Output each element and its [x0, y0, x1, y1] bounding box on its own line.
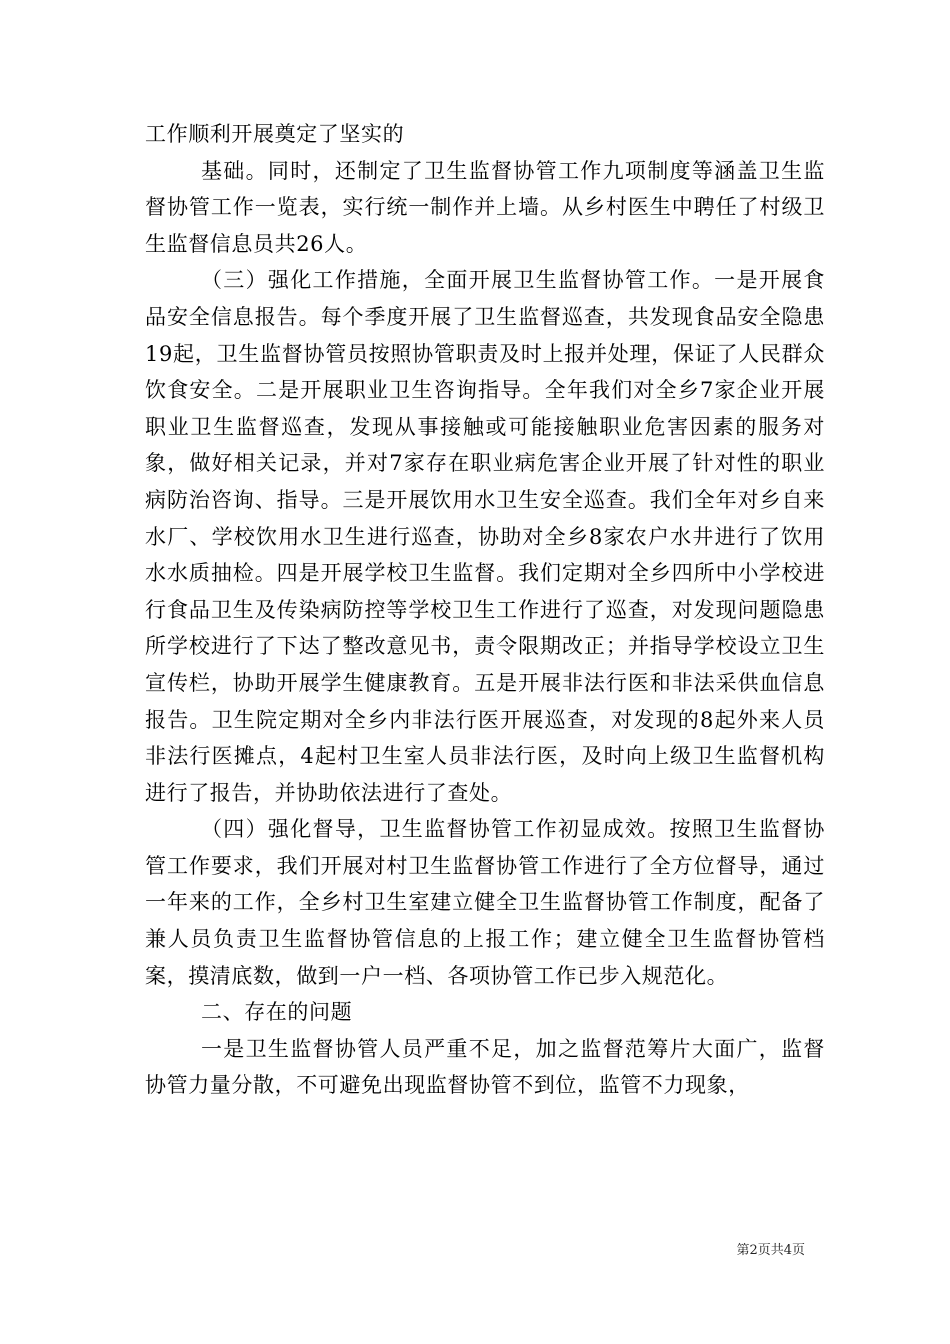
paragraph-5: 一是卫生监督协管人员严重不足，加之监督范筹片大面广，监督协管力量分散，不可避免出现监督协管不到位，监管不力现象，: [145, 1036, 825, 1098]
paragraph-2: 基础。同时，还制定了卫生监督协管工作九项制度等涵盖卫生监督协管工作一览表，实行统一制作并上墙。从乡村医生中聘任了村级卫生监督信息员共26人。: [145, 158, 825, 256]
page-number-footer: 第2页共4页: [736, 1243, 805, 1258]
section-heading: 二、存在的问题: [201, 1000, 353, 1025]
paragraph-3: （三）强化工作措施，全面开展卫生监督协管工作。一是开展食品安全信息报告。每个季度开展了卫生监督巡查，共发现食品安全隐患19起，卫生监督协管员按照协管职责及时上报并处理，保证了人民群众饮食安全。二是开展职业卫生咨询指导。全年我们对全乡7家企业开展职业卫生监督巡查，发现从事接触或可能接触职业危害因素的服务对象，做好相关记录，并对7家存在职业病危害企业开展了针对性的职业病防治咨询、指导。三是开展饮用水卫生安全巡查。我们全年对乡自来水厂、学校饮用水卫生进行巡查，协助对全乡8家农户水井进行了饮用水水质抽检。四是开展学校卫生监督。我们定期对全乡四所中小学校进行食品卫生及传染病防控等学校卫生工作进行了巡查，对发现问题隐患所学校进行了下达了整改意见书，责令限期改正；并指导学校设立卫生宣传栏，协助开展学生健康教育。五是开展非法行医和非法采供血信息报告。卫生院定期对全乡内非法行医开展巡查，对发现的8起外来人员非法行医摊点，4起村卫生室人员非法行医，及时向上级卫生监督机构进行了报告，并协助依法进行了查处。: [145, 268, 825, 805]
document-body: [145, 116, 825, 1104]
paragraph-4: （四）强化督导，卫生监督协管工作初显成效。按照卫生监督协管工作要求，我们开展对村卫生监督协管工作进行了全方位督导，通过一年来的工作，全乡村卫生室建立健全卫生监督协管工作制度，配备了兼人员负责卫生监督协管信息的上报工作；建立健全卫生监督协管档案，摸清底数，做到一户一档、各项协管工作已步入规范化。: [145, 817, 825, 988]
paragraph-1: 工作顺利开展奠定了坚实的: [145, 122, 405, 146]
